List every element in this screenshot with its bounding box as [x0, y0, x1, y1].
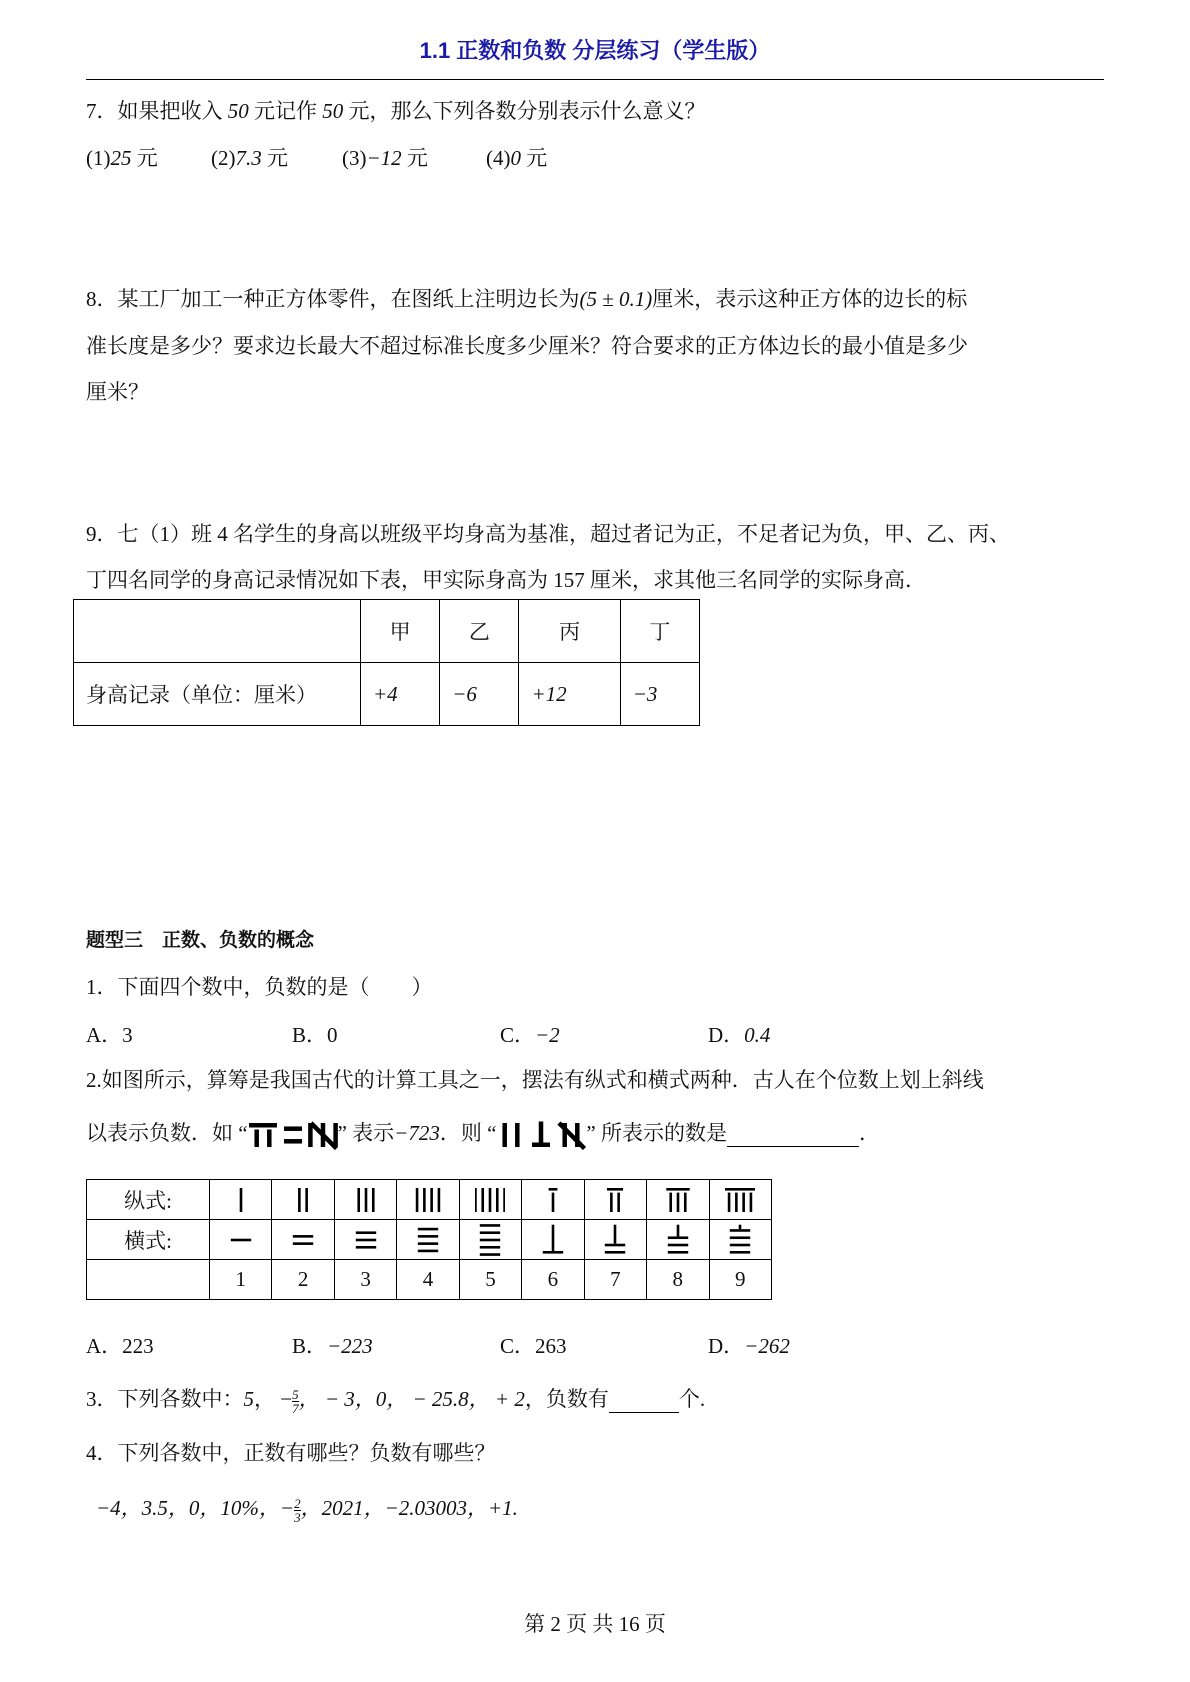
question-9-line1: 9．七（1）班 4 名学生的身高以班级平均身高为基准，超过者记为正，不足者记为负，甲、乙、丙、: [86, 522, 1010, 546]
table-row: 身高记录（单位：厘米） +4 −6 +12 −3: [74, 663, 700, 726]
answer-blank[interactable]: [609, 1387, 679, 1413]
rod-digit-3-vertical: [308, 1120, 338, 1150]
horizontal-rod-cell: [709, 1220, 772, 1260]
s3-question-1: 1．下面四个数中，负数的是（ ）: [86, 975, 433, 999]
rod-digit-3-vertical: [351, 1185, 381, 1215]
vertical-rod-cell: [210, 1180, 272, 1220]
option-4: (4)0 元: [486, 146, 548, 170]
table-header-row: 甲 乙 丙 丁: [74, 600, 700, 663]
digit-cell: 6: [522, 1260, 584, 1300]
digit-cell: 2: [272, 1260, 334, 1300]
s3-question-2-line2: 以表示负数．如 “ ” 表示−723．则 “ ” 所表示的数是 ．: [86, 1117, 880, 1150]
rod-digit-7-horizontal: [598, 1223, 632, 1257]
rod-digit-8-vertical: [663, 1185, 693, 1215]
rod-digit-7-vertical: [248, 1120, 278, 1150]
horizontal-rod-cell: [272, 1220, 334, 1260]
rod-digit-6-horizontal: [526, 1120, 556, 1150]
rod-digit-2-horizontal: [278, 1120, 308, 1150]
vertical-rod-cell: [334, 1180, 396, 1220]
s3-question-2-line1: 2.如图所示，算筹是我国古代的计算工具之一，摆法有纵式和横式两种．古人在个位数上划上斜线: [86, 1068, 984, 1092]
horizontal-rod-cell: [584, 1220, 646, 1260]
vertical-rod-cell: [584, 1180, 646, 1220]
rod-digit-6-horizontal: [536, 1223, 570, 1257]
vertical-rod-cell: [272, 1180, 334, 1220]
s3-question-4-numbers: −4，3.5，0，10%，− $\frac{2}{3}$ ，2021，−2.03003，+1.: [96, 1495, 518, 1525]
document-page: 1.1 正数和负数 分层练习（学生版） 7．如果把收入 50 元记作 50 元，那么下列各数分别表示什么意义？ (1)25 元 (2)7.3 元 (3)−12 元 (4)0 元 8．某工厂加工一种正方体零件，在图纸上注明边长为(5 ± 0.1)厘米，表示这种正方体的边长的标 准长度是多少？要求边长最大不超过标准长度多少厘米？符合要求的正方体边长的最小值是多少 厘米？ 9．七（1）班 4 名学生的身高以班级平均身高为基准，超过者记为正，不足者记为负，甲、乙、丙、 丁四名同学的身高记录情况如下表，甲实际身高为 157 厘米，求其他三名同学的实际身高． 甲 乙 丙 丁 身高记录（单位：厘米） +4 −6 +12 −3 题型三 正数、负数的概念 1．下面四个数中，负数的是（ ） A．3 B．0 C．−2 D．0.4 2.如图所示，算筹是我国古代的计算工具之一，摆法有纵式和横式两种．古人在个位数上划上斜线 以表示负数．如 “ ” 表示−723．则 “ ” 所表示的数是 ． 纵式: 横式: 1 2 3 4 5 6 7 8 9 A．223 B．−223 C．263 D．−262 3．下列各数中：5， − $\frac{5}{7}$ ， − 3，0， − 25.8， + 2，负数有 个. 4．下列各数中，正数有哪些？负数有哪些？ −4，3.5，0，10%，− $\frac{2}{3}$ ，2021，−2.03003，+1. 第 2 页 共 16 页: [0, 0, 1190, 1682]
vertical-rod-cell: [709, 1180, 772, 1220]
vertical-rod-cell: [647, 1180, 709, 1220]
option-2: (2)7.3 元: [211, 146, 288, 170]
s3-question-3: 3．下列各数中：5， − $\frac{5}{7}$ ， − 3，0， − 25.8， + 2，负数有 个.: [86, 1386, 706, 1416]
rod-digit-6-vertical: [538, 1185, 568, 1215]
vertical-rod-cell: [397, 1180, 459, 1220]
question-7: 7．如果把收入 50 元记作 50 元，那么下列各数分别表示什么意义？: [86, 99, 706, 123]
answer-blank[interactable]: [727, 1121, 859, 1147]
rod-digit-1-vertical: [226, 1185, 256, 1215]
rod-digit-2-vertical: [288, 1185, 318, 1215]
horizontal-rod-cell: [210, 1220, 272, 1260]
rod-numeral-example: [248, 1121, 338, 1145]
digit-cell: 4: [397, 1260, 459, 1300]
question-9-line2: 丁四名同学的身高记录情况如下表，甲实际身高为 157 厘米，求其他三名同学的实际身高．: [86, 568, 926, 592]
rod-digit-5-horizontal: [473, 1223, 507, 1257]
digit-cell: 7: [584, 1260, 646, 1300]
rod-digit-5-vertical: [475, 1185, 505, 1215]
rod-digit-2-vertical: [496, 1120, 526, 1150]
page-title: 1.1 正数和负数 分层练习（学生版）: [419, 38, 771, 63]
section-heading: 题型三 正数、负数的概念: [86, 929, 315, 951]
vertical-rod-cell: [459, 1180, 521, 1220]
s3-question-4: 4．下列各数中，正数有哪些？负数有哪些？: [86, 1441, 496, 1465]
rod-digit-9-horizontal: [723, 1223, 757, 1257]
rod-digit-4-vertical: [413, 1185, 443, 1215]
horizontal-rod-cell: [334, 1220, 396, 1260]
horizontal-rod-cell: [647, 1220, 709, 1260]
vertical-rod-cell: [522, 1180, 584, 1220]
horizontal-rod-cell: [522, 1220, 584, 1260]
digit-cell: 1: [210, 1260, 272, 1300]
rod-digit-3-horizontal: [349, 1223, 383, 1257]
rod-numeral-table: 纵式: 横式: 1 2 3 4 5 6 7 8 9: [86, 1179, 772, 1300]
option-1: (1)25 元: [86, 146, 158, 170]
rod-digit-2-horizontal: [286, 1223, 320, 1257]
rod-digit-9-vertical: [725, 1185, 755, 1215]
option-3: (3)−12 元: [342, 146, 428, 170]
rod-numeral-question: [496, 1121, 586, 1145]
rod-digit-8-horizontal: [661, 1223, 695, 1257]
digit-cell: 3: [334, 1260, 396, 1300]
height-table: [73, 599, 700, 726]
digit-cell: 5: [459, 1260, 521, 1300]
question-8-line1: 8．某工厂加工一种正方体零件，在图纸上注明边长为(5 ± 0.1)厘米，表示这种正方体的边长的标: [86, 287, 968, 311]
question-8-line3: 厘米？: [86, 380, 149, 404]
page-footer: 第 2 页 共 16 页: [524, 1612, 666, 1636]
rod-digit-2-vertical: [556, 1120, 586, 1150]
rod-digit-4-horizontal: [411, 1223, 445, 1257]
horizontal-rod-cell: [459, 1220, 521, 1260]
question-8-line2: 准长度是多少？要求边长最大不超过标准长度多少厘米？符合要求的正方体边长的最小值是多少: [86, 334, 968, 358]
digit-cell: 9: [709, 1260, 772, 1300]
digit-cell: 8: [647, 1260, 709, 1300]
rod-digit-7-vertical: [600, 1185, 630, 1215]
header-divider: [86, 79, 1104, 80]
rod-digit-1-horizontal: [224, 1223, 258, 1257]
horizontal-rod-cell: [397, 1220, 459, 1260]
